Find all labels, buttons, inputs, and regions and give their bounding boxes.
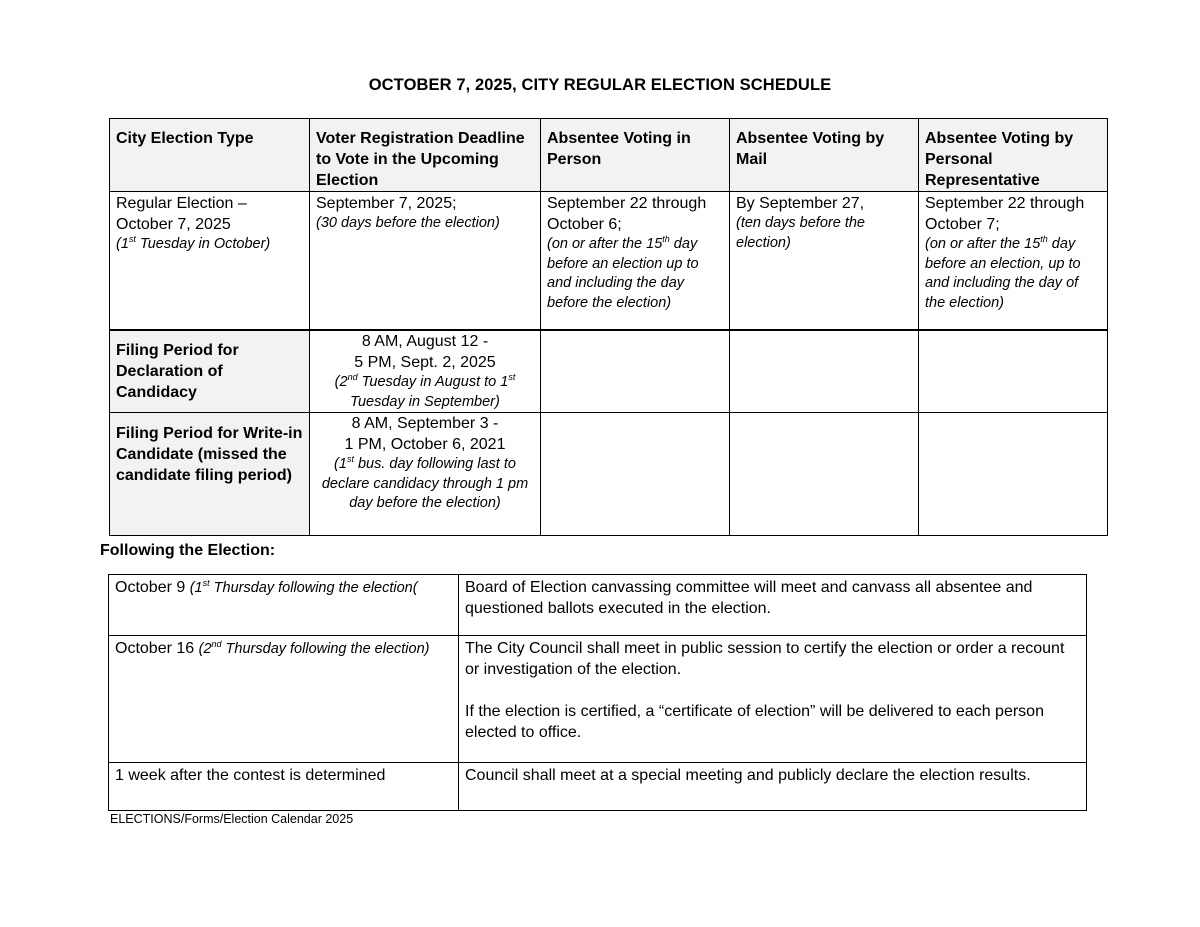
table-cell: 8 AM, September 3 - 1 PM, October 6, 2021 (1st bus. day following last to declare candidacy through 1 pm day before the election) [310,413,541,536]
table-cell: Regular Election – October 7, 2025 (1st Tuesday in October) [110,192,310,331]
table-row [109,636,1087,763]
table-row [110,413,1108,536]
table-row [109,575,1087,636]
description-cell: Board of Election canvassing committee will meet and canvass all absentee and questioned ballots executed in the election. [459,575,1087,636]
following-election-table [108,574,1087,811]
table-row [110,330,1108,413]
header-cell: Absentee Voting by Personal Representative [919,119,1108,192]
table-header-row [110,119,1108,192]
table-cell: September 22 through October 7; (on or after the 15th day before an election, up to and including the day of the election) [919,192,1108,331]
header-cell: City Election Type [110,119,310,192]
empty-cell [919,413,1108,536]
date-cell: October 9 (1st Thursday following the election( [109,575,459,636]
table-row [109,763,1087,811]
table-cell: September 22 through October 6; (on or after the 15th day before an election up to and including the day before the election) [541,192,730,331]
footer-path: ELECTIONS/Forms/Election Calendar 2025 [110,812,354,826]
election-schedule-table [109,118,1108,536]
empty-cell [541,413,730,536]
empty-cell [730,413,919,536]
date-cell: 1 week after the contest is determined [109,763,459,811]
page-title: OCTOBER 7, 2025, CITY REGULAR ELECTION SCHEDULE [368,76,832,94]
header-cell: Absentee Voting by Mail [730,119,919,192]
row-label: Filing Period for Declaration of Candidacy [110,330,310,413]
header-cell: Absentee Voting in Person [541,119,730,192]
table-cell: September 7, 2025; (30 days before the election) [310,192,541,331]
date-cell: October 16 (2nd Thursday following the election) [109,636,459,763]
empty-cell [541,330,730,413]
header-cell: Voter Registration Deadline to Vote in the Upcoming Election [310,119,541,192]
section-heading: Following the Election: [100,542,276,559]
table-cell: 8 AM, August 12 - 5 PM, Sept. 2, 2025 (2nd Tuesday in August to 1st Tuesday in September) [310,330,541,413]
description-cell: Council shall meet at a special meeting and publicly declare the election results. [459,763,1087,811]
description-cell: The City Council shall meet in public session to certify the election or order a recount or investigation of the election. If the election is certified, a “certificate of election” will be delivered to each person elected to office. [459,636,1087,763]
row-label: Filing Period for Write-in Candidate (missed the candidate filing period) [110,413,310,536]
table-row [110,192,1108,331]
empty-cell [919,330,1108,413]
table-cell: By September 27, (ten days before the election) [730,192,919,331]
empty-cell [730,330,919,413]
